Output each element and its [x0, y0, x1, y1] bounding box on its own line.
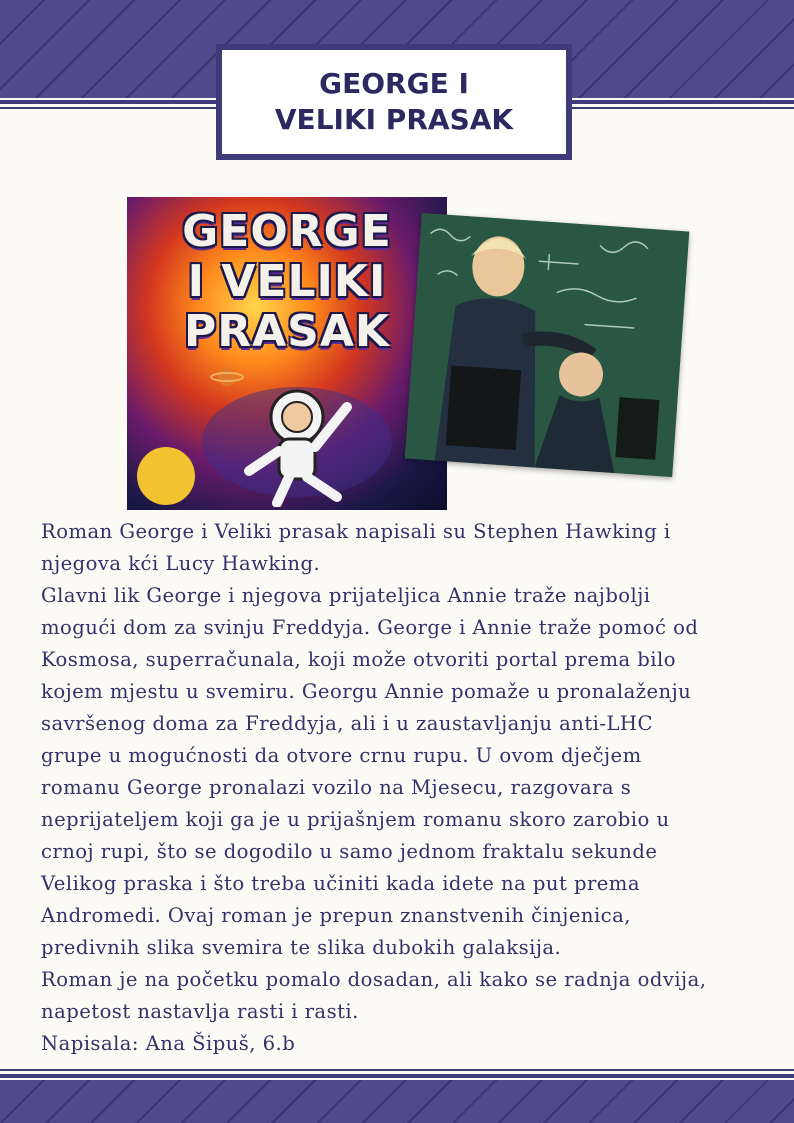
cover-title	[127, 207, 447, 357]
page-title: GEORGE I VELIKI PRASAK	[274, 67, 514, 136]
cover-title-line: GEORGE	[182, 206, 392, 257]
bottom-decorative-band	[0, 1080, 794, 1123]
review-text: Roman George i Veliki prasak napisali su Stephen Hawking i njegova kći Lucy Hawking. Glavni lik George i njegova prijateljica Annie traže najbolji mogući dom za svinju Freddyja. George i Annie traže pomoć od Kosmosa, superračunala, koji može otvoriti portal prema bilo kojem mjestu u svemiru. Georgu Annie pomaže u pronalaženju savršenog doma za Freddyja, ali i u zaustavljanju anti-LHC grupe u mogućnosti da otvore crnu rupu. U ovom dječjem romanu George pronalazi vozilo na Mjesecu, razgovara s neprijateljem koji ga je u prijašnjem romanu skoro zarobio u crnoj rupi, što se dogodilo u samo jednom fraktalu sekunde Velikog praska i što treba učiniti kada idete na put prema Andromedi. Ovaj roman je prepun znanstvenih činjenica, predivnih slika svemira te slika dubokih galaksija. Roman je na početku pomalo dosadan, ali kako se radnja odvija, napetost nastavlja rasti i rasti. Napisala: Ana Šipuš, 6.b	[41, 520, 707, 1055]
cover-title-line: I VELIKI	[187, 256, 387, 307]
book-cover-image	[127, 197, 447, 510]
authors-photo-image	[405, 213, 690, 477]
cover-title-line: PRASAK	[183, 306, 391, 357]
cover-badge-icon	[129, 439, 202, 510]
bottom-rule-thin	[0, 1069, 794, 1071]
bottom-rule-thick	[0, 1074, 794, 1078]
chalkboard-photo-icon	[405, 213, 690, 477]
title-box	[216, 44, 572, 160]
astronaut-icon	[197, 347, 397, 507]
